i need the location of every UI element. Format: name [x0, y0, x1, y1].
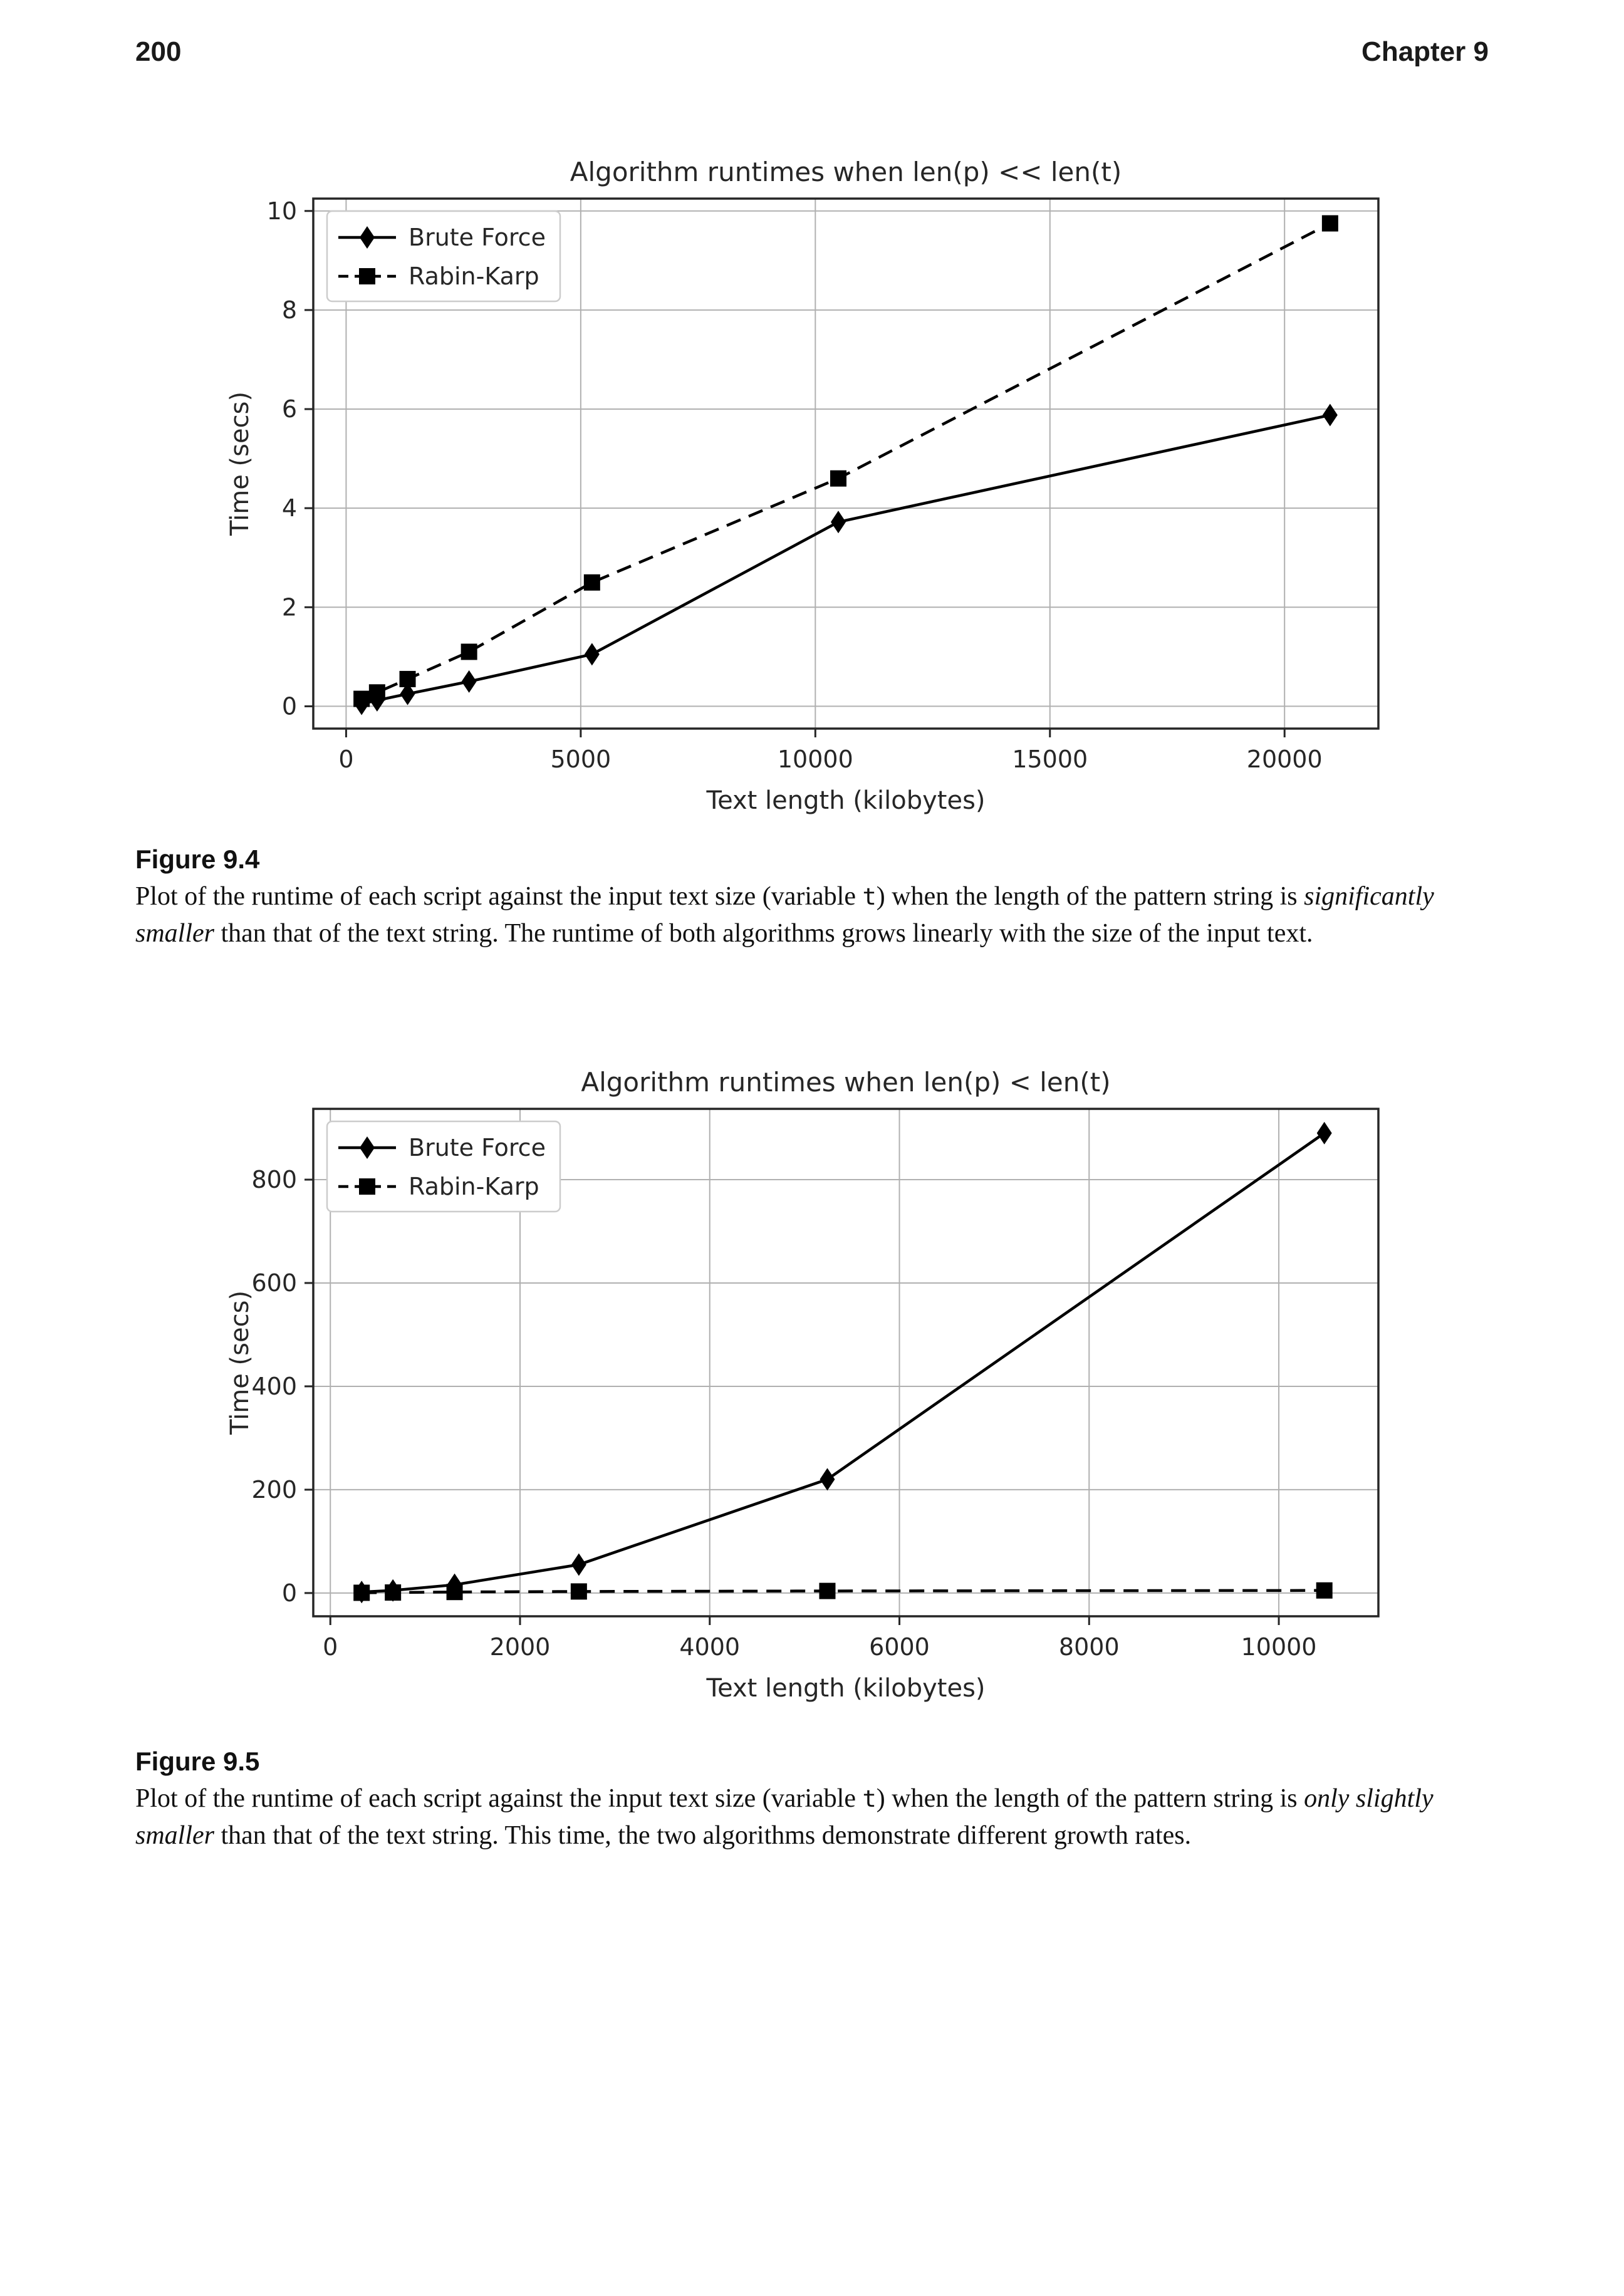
chapter-label: Chapter 9 [1361, 36, 1489, 67]
diamond-marker-icon [820, 1468, 835, 1490]
figure-9-5-caption [135, 1747, 1499, 1854]
page-header [135, 36, 1489, 68]
figure-9-4-chart [188, 150, 1535, 839]
square-marker-icon [359, 268, 375, 284]
figure-9-4-caption-text [135, 878, 1499, 952]
x-axis-label: Text length (kilobytes) [706, 1674, 986, 1703]
x-tick-label: 4000 [679, 1633, 741, 1661]
square-marker-icon [571, 1583, 587, 1599]
x-tick-label: 20000 [1246, 745, 1323, 773]
legend-label: Rabin-Karp [409, 1173, 539, 1200]
caption-text-segment: than that of the text string. This time, the two algorithms demonstrate different growth rates. [214, 1821, 1192, 1850]
series-line-brute-force [362, 415, 1330, 704]
y-tick-label: 200 [251, 1475, 297, 1504]
y-tick-label: 800 [251, 1166, 297, 1194]
y-tick-label: 0 [281, 692, 297, 720]
y-tick-label: 2 [281, 593, 297, 621]
y-tick-label: 600 [251, 1269, 297, 1297]
x-tick-label: 8000 [1058, 1633, 1120, 1661]
square-marker-icon [1316, 1582, 1333, 1599]
legend-label: Brute Force [409, 1134, 546, 1161]
x-tick-label: 15000 [1012, 745, 1088, 773]
y-tick-label: 0 [281, 1579, 297, 1607]
square-marker-icon [353, 1584, 370, 1601]
square-marker-icon [385, 1584, 401, 1601]
legend-label: Rabin-Karp [409, 262, 539, 290]
figure-9-5-chart [188, 1059, 1535, 1748]
x-tick-label: 10000 [1241, 1633, 1317, 1661]
figure-9-5-label: Figure 9.5 [135, 1747, 260, 1776]
square-marker-icon [353, 691, 370, 707]
x-tick-label: 5000 [550, 745, 612, 773]
square-marker-icon [1322, 216, 1338, 232]
diamond-marker-icon [1323, 404, 1338, 427]
square-marker-icon [400, 671, 416, 687]
caption-text-segment: than that of the text string. The runtime of both algorithms grows linearly with the size of the input text. [214, 919, 1313, 948]
square-marker-icon [447, 1584, 463, 1600]
diamond-marker-icon [831, 511, 846, 533]
chart-title: Algorithm runtimes when len(p) < len(t) [581, 1067, 1111, 1098]
diamond-marker-icon [462, 670, 477, 693]
diamond-marker-icon [585, 643, 600, 665]
square-marker-icon [584, 574, 600, 591]
caption-emphasis: only slightly smaller [135, 1784, 1434, 1850]
x-axis-label: Text length (kilobytes) [706, 786, 986, 815]
figure-9-5-caption-text [135, 1780, 1499, 1854]
figure-9-4-caption [135, 844, 1499, 952]
diamond-marker-icon [571, 1554, 586, 1576]
y-axis-label: Time (secs) [226, 1290, 254, 1435]
square-marker-icon [819, 1583, 835, 1599]
figure-9-4-label: Figure 9.4 [135, 844, 260, 874]
y-axis-label: Time (secs) [226, 391, 254, 536]
legend-label: Brute Force [409, 224, 546, 251]
square-marker-icon [830, 470, 846, 487]
square-marker-icon [369, 684, 385, 700]
caption-text-segment: Plot of the runtime of each script against the input text size (variable [135, 882, 863, 911]
x-tick-label: 2000 [489, 1633, 551, 1661]
diamond-marker-icon [1317, 1122, 1332, 1145]
x-tick-label: 6000 [869, 1633, 930, 1661]
variable-t-code: t [862, 1785, 877, 1812]
page-number: 200 [135, 36, 182, 67]
x-tick-label: 0 [323, 1633, 338, 1661]
caption-text-segment: ) when the length of the pattern string is [876, 882, 1304, 911]
y-tick-label: 4 [281, 494, 297, 522]
y-tick-label: 6 [281, 395, 297, 423]
y-tick-label: 400 [251, 1372, 297, 1400]
square-marker-icon [359, 1178, 375, 1195]
caption-text-segment: Plot of the runtime of each script against the input text size (variable [135, 1784, 863, 1813]
caption-emphasis: significantly smaller [135, 882, 1434, 948]
chart-title: Algorithm runtimes when len(p) << len(t) [570, 157, 1122, 187]
variable-t-code: t [862, 883, 877, 910]
y-tick-label: 8 [281, 296, 297, 324]
x-tick-label: 10000 [777, 745, 853, 773]
y-tick-label: 10 [266, 197, 297, 225]
caption-text-segment: ) when the length of the pattern string is [876, 1784, 1304, 1813]
x-tick-label: 0 [338, 745, 354, 773]
square-marker-icon [461, 643, 477, 660]
